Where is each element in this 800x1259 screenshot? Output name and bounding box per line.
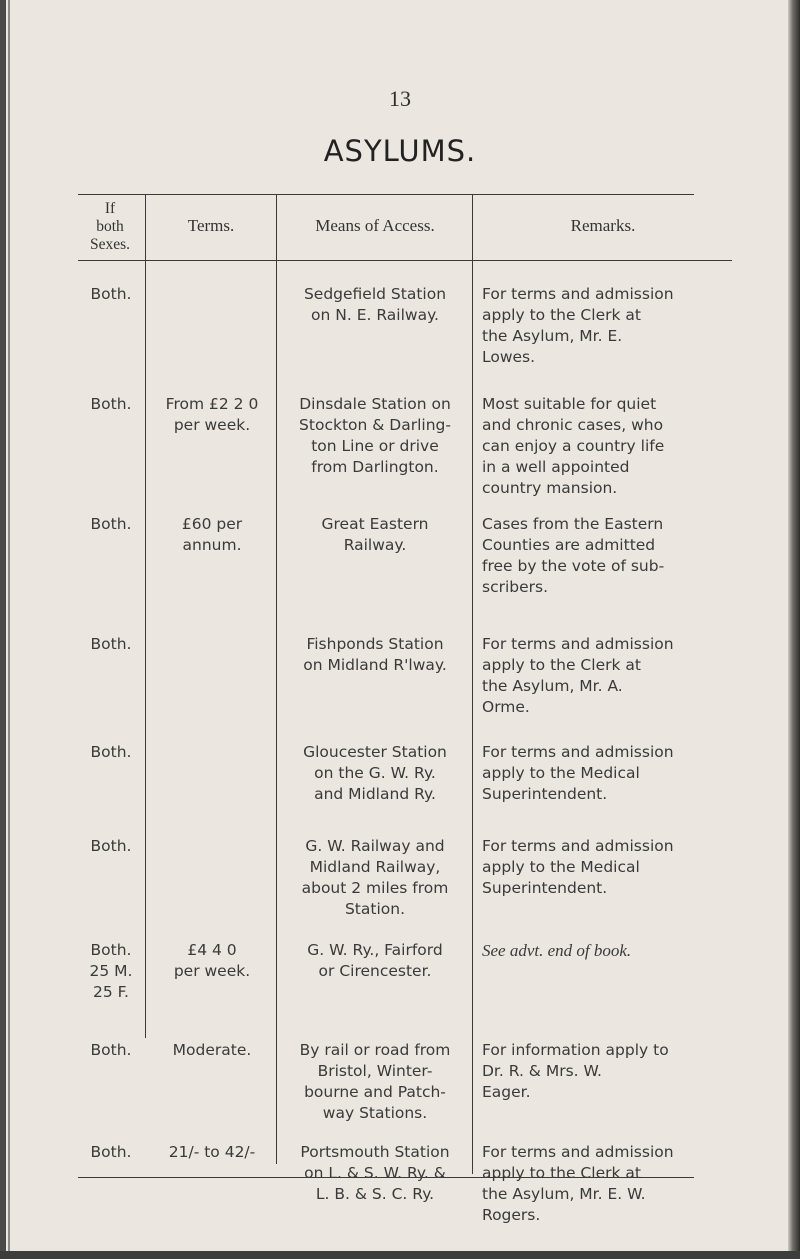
cell-line: from Darlington. xyxy=(311,458,439,476)
cell-line: Both. xyxy=(90,285,132,303)
cell-line: Railway. xyxy=(343,536,407,554)
cell-line: For terms and admission xyxy=(482,837,674,855)
cell-line: on Midland R'lway. xyxy=(303,656,447,674)
cell-line: Both. xyxy=(90,1143,132,1161)
cell-line: From £2 2 0 xyxy=(165,395,259,413)
row-sexes xyxy=(78,514,144,535)
cell-line: Dr. R. & Mrs. W. xyxy=(482,1062,602,1080)
cell-line: Stockton & Darling- xyxy=(299,416,451,434)
cell-line: Gloucester Station xyxy=(303,743,447,761)
cell-line: on the G. W. Ry. xyxy=(314,764,436,782)
cell-line: £4 4 0 xyxy=(187,941,237,959)
cell-line: apply to the Clerk at xyxy=(482,656,641,674)
cell-line: Both. xyxy=(90,515,132,533)
page-title: ASYLUMS. xyxy=(323,134,477,168)
row-access xyxy=(280,1142,470,1205)
row-access xyxy=(280,514,470,556)
cell-line: or Cirencester. xyxy=(318,962,432,980)
cell-line: Counties are admitted xyxy=(482,536,656,554)
header-remarks: Remarks. xyxy=(570,216,636,235)
cell-line: For terms and admission xyxy=(482,1143,674,1161)
row-remarks xyxy=(482,394,732,499)
cell-line: Station. xyxy=(344,900,406,918)
cell-line: Dinsdale Station on xyxy=(299,395,451,413)
cell-line: the Asylum, Mr. A. xyxy=(482,677,623,695)
cell-line: For terms and admission xyxy=(482,743,674,761)
cell-line: Cases from the Eastern xyxy=(482,515,664,533)
cell-line: about 2 miles from xyxy=(301,879,449,897)
cell-line: L. B. & S. C. Ry. xyxy=(315,1185,435,1203)
cell-line: on N. E. Railway. xyxy=(311,306,439,324)
cell-line: Moderate. xyxy=(172,1041,252,1059)
cell-line: Sedgefield Station xyxy=(303,285,447,303)
cell-line: and Midland Ry. xyxy=(314,785,436,803)
header-access: Means of Access. xyxy=(315,216,435,235)
cell-line: Superintendent. xyxy=(482,785,608,803)
cell-line: 25 F. xyxy=(92,983,129,1001)
row-remarks xyxy=(482,634,732,718)
cell-line: G. W. Railway and xyxy=(305,837,445,855)
cell-line: G. W. Ry., Fairford xyxy=(307,941,443,959)
column-rule-3 xyxy=(472,194,473,1174)
row-terms xyxy=(148,1142,276,1163)
cell-line: per week. xyxy=(173,962,251,980)
cell-line: the Asylum, Mr. E. xyxy=(482,327,623,345)
cell-line: ton Line or drive xyxy=(311,437,439,455)
row-remarks xyxy=(482,940,732,961)
cell-line: Both. xyxy=(90,635,132,653)
row-sexes xyxy=(78,394,144,415)
row-access xyxy=(280,1040,470,1124)
row-terms xyxy=(148,394,276,436)
cell-line: Both. xyxy=(90,743,132,761)
row-terms xyxy=(148,514,276,556)
row-remarks xyxy=(482,742,732,805)
cell-line: Superintendent. xyxy=(482,879,608,897)
row-access xyxy=(280,940,470,982)
cell-line: on L. & S. W. Ry. & xyxy=(304,1164,446,1182)
row-access xyxy=(280,284,470,326)
cell-line: Fishponds Station xyxy=(306,635,444,653)
row-access xyxy=(280,394,470,478)
cell-line: By rail or road from xyxy=(299,1041,451,1059)
cell-line: country mansion. xyxy=(482,479,618,497)
cell-line: apply to the Clerk at xyxy=(482,1164,641,1182)
row-access xyxy=(280,742,470,805)
cell-line: Both. xyxy=(90,1041,132,1059)
cell-line: apply to the Medical xyxy=(482,764,640,782)
page-edge-bottom xyxy=(0,1251,800,1259)
cell-line: bourne and Patch- xyxy=(304,1083,446,1101)
header-sexes: If both Sexes. xyxy=(89,200,131,253)
cell-line: £60 per xyxy=(181,515,243,533)
row-remarks xyxy=(482,836,732,899)
row-sexes xyxy=(78,1142,144,1163)
cell-line: Most suitable for quiet xyxy=(482,395,657,413)
cell-line: Orme. xyxy=(482,698,530,716)
page-edge-left xyxy=(0,0,6,1259)
cell-line: 25 M. xyxy=(89,962,133,980)
cell-line: and chronic cases, who xyxy=(482,416,664,434)
cell-line: can enjoy a country life xyxy=(482,437,665,455)
row-sexes xyxy=(78,284,144,305)
column-rule-1 xyxy=(145,194,146,1038)
cell-line: Rogers. xyxy=(482,1206,541,1224)
cell-line: For information apply to xyxy=(482,1041,669,1059)
cell-line: in a well appointed xyxy=(482,458,630,476)
cell-line: Lowes. xyxy=(482,348,536,366)
cell-line: Both. xyxy=(90,941,132,959)
row-access xyxy=(280,836,470,920)
cell-line: apply to the Clerk at xyxy=(482,306,641,324)
row-sexes xyxy=(78,940,144,1003)
row-sexes xyxy=(78,836,144,857)
column-rule-2 xyxy=(276,194,277,1164)
row-remarks xyxy=(482,514,732,598)
row-remarks xyxy=(482,284,732,368)
cell-line: Both. xyxy=(90,395,132,413)
row-sexes xyxy=(78,634,144,655)
cell-line: 21/- to 42/- xyxy=(168,1143,256,1161)
cell-line: Great Eastern xyxy=(321,515,429,533)
cell-line: way Stations. xyxy=(322,1104,428,1122)
cell-line: scribers. xyxy=(482,578,549,596)
cell-line: See advt. end of book. xyxy=(482,941,632,960)
row-sexes xyxy=(78,1040,144,1061)
cell-line: Both. xyxy=(90,837,132,855)
row-remarks xyxy=(482,1040,732,1103)
header-terms: Terms. xyxy=(187,216,235,235)
cell-line: Eager. xyxy=(482,1083,531,1101)
cell-line: annum. xyxy=(182,536,242,554)
page-edge-right xyxy=(788,0,800,1259)
cell-line: free by the vote of sub- xyxy=(482,557,665,575)
row-remarks xyxy=(482,1142,732,1226)
table-top-rule xyxy=(78,194,694,195)
cell-line: apply to the Medical xyxy=(482,858,640,876)
page-number: 13 xyxy=(389,86,411,111)
cell-line: For terms and admission xyxy=(482,285,674,303)
cell-line: the Asylum, Mr. E. W. xyxy=(482,1185,646,1203)
cell-line: Midland Railway, xyxy=(309,858,441,876)
row-access xyxy=(280,634,470,676)
cell-line: Portsmouth Station xyxy=(300,1143,450,1161)
row-sexes xyxy=(78,742,144,763)
cell-line: For terms and admission xyxy=(482,635,674,653)
page-edge-shadow xyxy=(8,0,10,1259)
row-terms xyxy=(148,940,276,982)
cell-line: Bristol, Winter- xyxy=(317,1062,433,1080)
cell-line: per week. xyxy=(173,416,251,434)
header-rule xyxy=(78,260,732,261)
row-terms xyxy=(148,1040,276,1061)
